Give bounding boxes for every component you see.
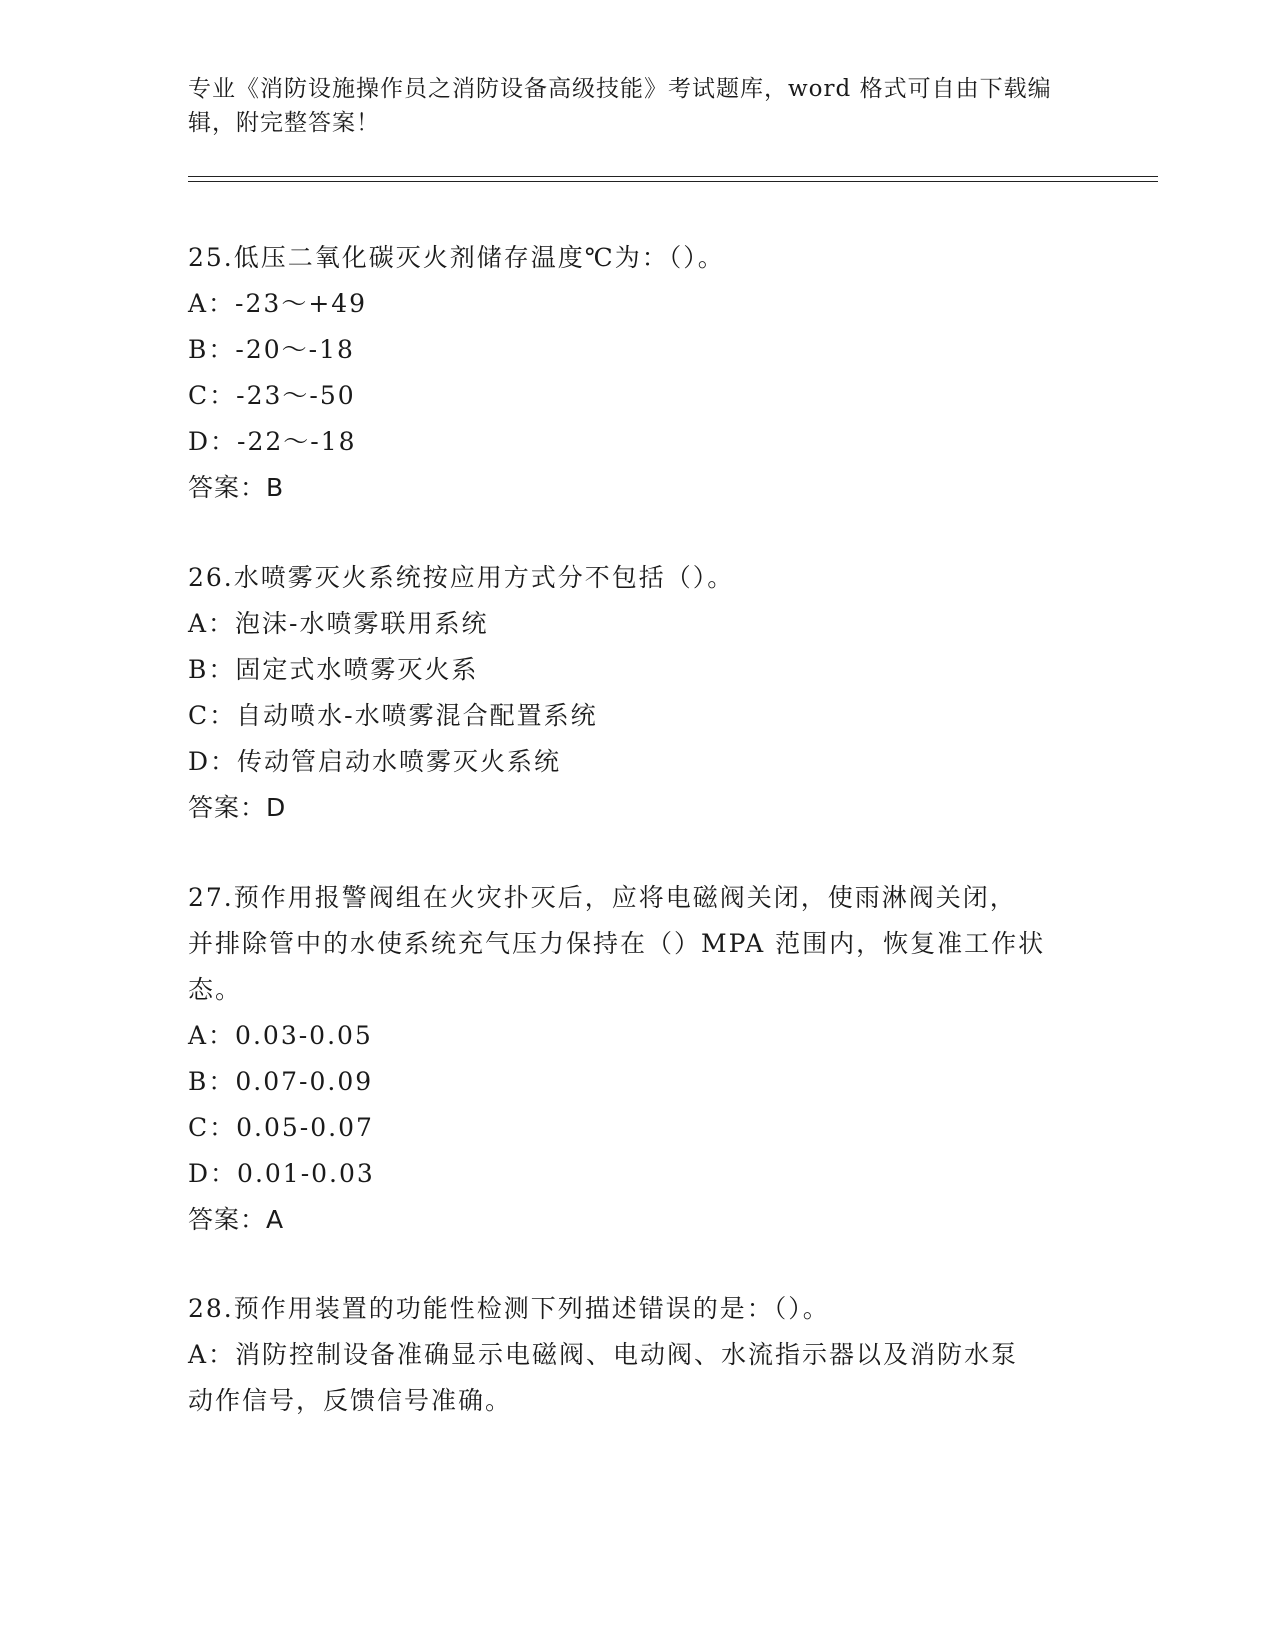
header-line-2: 辑，附完整答案！: [188, 110, 380, 136]
header-line-1: 专业《消防设施操作员之消防设备高级技能》考试题库，word 格式可自由下载编: [188, 76, 1052, 102]
option-c: C：0.05-0.07: [188, 1113, 374, 1142]
option-b: B：0.07-0.09: [188, 1067, 374, 1096]
answer-line: 答案：D: [188, 793, 287, 822]
option-d: D：传动管启动水喷雾灭火系统: [188, 747, 562, 776]
option-c: C：-23～-50: [188, 381, 356, 410]
option-a: A：消防控制设备准确显示电磁阀、电动阀、水流指示器以及消防水泵: [188, 1340, 1019, 1369]
option-a: A：0.03-0.05: [188, 1021, 373, 1050]
question-27: [188, 875, 1088, 1243]
question-stem-line-3: 态。: [188, 975, 243, 1004]
question-28: [188, 1286, 1088, 1424]
option-d: D：0.01-0.03: [188, 1159, 375, 1188]
answer-line: 答案：A: [188, 1205, 285, 1234]
question-stem-line-2: 并排除管中的水使系统充气压力保持在（）MPA 范围内，恢复准工作状: [188, 929, 1046, 958]
option-a: A：泡沫-水喷雾联用系统: [188, 609, 489, 638]
option-c: C：自动喷水-水喷雾混合配置系统: [188, 701, 598, 730]
question-stem: 25.低压二氧化碳灭火剂储存温度℃为：（）。: [188, 243, 725, 272]
option-a: A：-23～+49: [188, 289, 368, 318]
option-b: B：-20～-18: [188, 335, 355, 364]
option-d: D：-22～-18: [188, 427, 357, 456]
option-a-continued: 动作信号，反馈信号准确。: [188, 1386, 513, 1415]
option-b: B：固定式水喷雾灭火系: [188, 655, 479, 684]
question-26: [188, 555, 1088, 831]
answer-line: 答案：B: [188, 473, 285, 502]
header-divider-bottom: [188, 181, 1158, 182]
question-stem: 28.预作用装置的功能性检测下列描述错误的是：（）。: [188, 1294, 830, 1323]
question-stem: 26.水喷雾灭火系统按应用方式分不包括（）。: [188, 563, 735, 592]
question-stem-line-1: 27.预作用报警阀组在火灾扑灭后，应将电磁阀关闭，使雨淋阀关闭，: [188, 883, 1017, 912]
document-header: [188, 72, 1088, 140]
question-25: [188, 235, 1088, 511]
header-divider-top: [188, 176, 1158, 177]
